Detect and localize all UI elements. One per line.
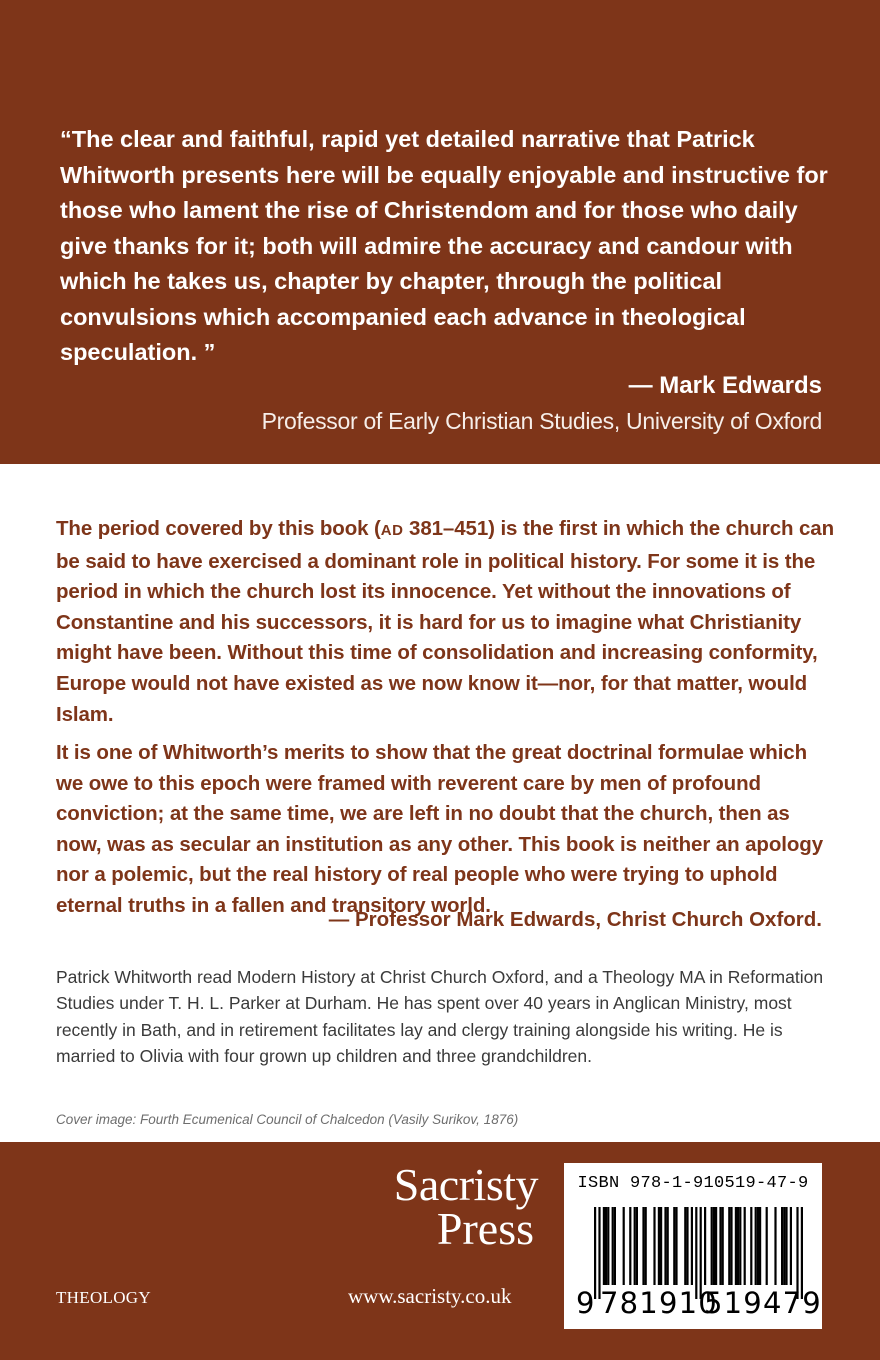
barcode-bar [739, 1207, 741, 1285]
endorsement-quote: “The clear and faithful, rapid yet detailed narrative that Patrick Whitworth presents here will be equally enjoyable and instructive for those who lament the rise of Christendom and for those who daily give thanks for it; both will admire the accuracy and candour with which he takes us, chapter by chapter, through the political convulsions which accompanied each advance in theological speculation. ” [60, 126, 828, 365]
barcode-bar [750, 1207, 752, 1285]
barcode-bar [715, 1207, 717, 1285]
endorsement-band [0, 0, 880, 464]
endorsement-attribution: — Mark Edwards [628, 372, 822, 399]
author-bio: Patrick Whitworth read Modern History at Christ Church Oxford, and a Theology MA in Reformation Studies under T. H. L. Parker at Durham. He has spent over 40 years in Anglican Ministry, most recently in Bath, and in retirement facilitates lay and clergy training alongside his writing. He is married to Olivia with four grown up children and three grandchildren. [56, 967, 824, 1067]
barcode-bar [766, 1207, 768, 1285]
blurb-paragraph-2: It is one of Whitworth’s merits to show that the great doctrinal formulae which we owe to this epoch were framed with reverent care by men of profound conviction; at the same time, we are left in no doubt that the church, then as now, was as secular an institution as any other. This book is neither an apology nor a polemic, but the real history of real people who were trying to uphold eternal truths in a fallen and transitory world. [56, 741, 823, 917]
barcode-bar [728, 1207, 730, 1285]
endorsement-affiliation: Professor of Early Christian Studies, University of Oxford [261, 408, 822, 434]
barcode-bar [744, 1207, 746, 1285]
isbn-barcode [564, 1163, 822, 1329]
barcode-bar [642, 1207, 644, 1285]
barcode-bar [660, 1207, 662, 1285]
barcode-bar [636, 1207, 638, 1285]
barcode-bar [612, 1207, 614, 1285]
publisher-website: www.sacristy.co.uk [348, 1284, 512, 1308]
logo-line-1: Sacristy [393, 1159, 538, 1210]
barcode-bar [785, 1207, 787, 1285]
barcode-bar [691, 1207, 693, 1285]
barcode-bar [730, 1207, 732, 1285]
barcode-bar [607, 1207, 609, 1285]
cover-image-credit: Cover image: Fourth Ecumenical Council of Chalcedon (Vasily Surikov, 1876) [56, 1112, 519, 1127]
barcode-bar [783, 1207, 785, 1285]
blurb-attribution: — Professor Mark Edwards, Christ Church Oxford. [328, 908, 822, 931]
isbn-label: ISBN 978-1-910519-47-9 [577, 1174, 809, 1193]
barcode-bar [664, 1207, 666, 1285]
barcode-digits-right: 519479 [704, 1286, 822, 1320]
barcode-bar [603, 1207, 605, 1285]
barcode-bar [713, 1207, 715, 1285]
blurb-text: The period covered by this book ( [56, 517, 381, 540]
barcode-bar [790, 1207, 792, 1285]
barcode-bar [653, 1207, 655, 1285]
barcode-bar [759, 1207, 761, 1285]
category-label: THEOLOGY [56, 1288, 151, 1307]
barcode-bar [634, 1207, 636, 1285]
barcode-bar [735, 1207, 737, 1285]
barcode-bar [614, 1207, 616, 1285]
barcode-bar [675, 1207, 677, 1285]
barcode-bar [774, 1207, 776, 1285]
barcode-bar [757, 1207, 759, 1285]
barcode-digits-left: 781910 [600, 1286, 718, 1320]
barcode-bar [781, 1207, 783, 1285]
barcode-bar [658, 1207, 660, 1285]
barcode-bar [673, 1207, 675, 1285]
barcode-bar [645, 1207, 647, 1285]
barcode-bar [667, 1207, 669, 1285]
logo-line-2: Press [436, 1203, 534, 1254]
barcode-bar [629, 1207, 631, 1285]
barcode-bar [686, 1207, 688, 1285]
publisher-logo [358, 1159, 538, 1254]
blurb-paragraph-1 [56, 514, 836, 730]
barcode-bar [755, 1207, 757, 1285]
barcode-bar [684, 1207, 686, 1285]
barcode-bar [605, 1207, 607, 1285]
publisher-band [0, 1142, 880, 1360]
barcode-bar [704, 1207, 706, 1285]
blurb-text: 381–451) is the first in which the church can be said to have exercised a dominant role in political history. For some it is the period in which the church lost its innocence. Yet without the innovations of Constantine and his successors, it is hard for us to imagine what Christianity might have been. Without this time of consolidation and increasing conformity, Europe would not have existed as we now know it—nor, for that matter, would Islam. [56, 517, 835, 726]
barcode-bar [623, 1207, 625, 1285]
barcode-bar [719, 1207, 721, 1285]
barcode-lead-digit: 9 [576, 1286, 596, 1320]
era-abbreviation: AD [380, 522, 404, 539]
barcode-bar [711, 1207, 713, 1285]
barcode-bar [737, 1207, 739, 1285]
barcode-bar [722, 1207, 724, 1285]
